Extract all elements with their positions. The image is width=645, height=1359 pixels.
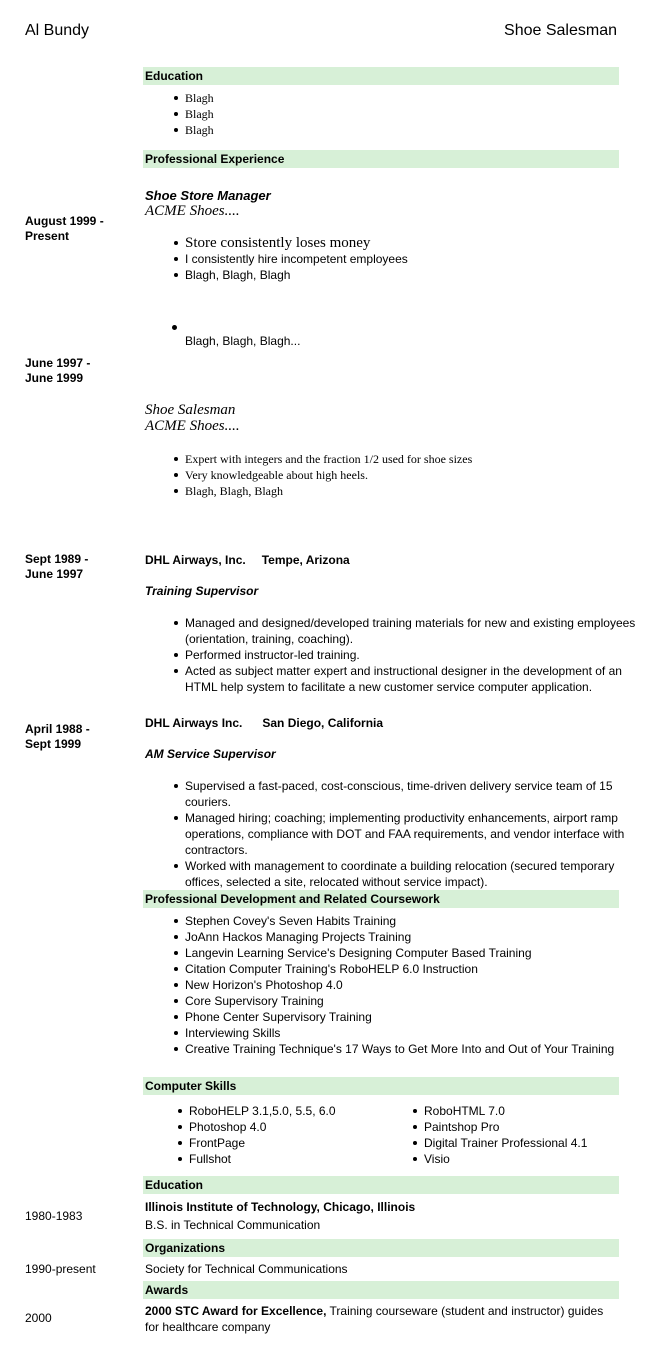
list-item: Blagh [144, 106, 619, 122]
list-item: I consistently hire incompetent employees [144, 251, 619, 267]
list-item: New Horizon's Photoshop 4.0 [144, 977, 619, 993]
skills-list-right [383, 1103, 619, 1167]
job-title-salesman: Shoe Salesman [145, 402, 236, 418]
list-item: Store consistently loses money [144, 235, 619, 251]
list-item: Expert with integers and the fraction 1/2 used for shoe sizes [144, 451, 619, 467]
list-item: Stephen Covey's Seven Habits Training [144, 913, 619, 929]
organizations-name: Society for Technical Communications [145, 1262, 348, 1276]
job-company-salesman: ACME Shoes.... [145, 418, 240, 434]
list-item: Visio [383, 1151, 619, 1167]
list-item: Citation Computer Training's RoboHELP 6.0 Instruction [144, 961, 619, 977]
coursework-list [144, 913, 619, 1057]
education-dates: 1980-1983 [25, 1209, 83, 1223]
job-title-dhl-tempe: Training Supervisor [145, 584, 259, 598]
list-item: Photoshop 4.0 [148, 1119, 378, 1135]
job-company-dhl-tempe: DHL Airways, Inc. Tempe, Arizona [145, 553, 350, 567]
education-school: Illinois Institute of Technology, Chicago, Illinois [145, 1200, 416, 1214]
job-dates-manager: August 1999 - Present [25, 214, 104, 243]
list-item: Phone Center Supervisory Training [144, 1009, 619, 1025]
list-item: RoboHELP 3.1,5.0, 5.5, 6.0 [148, 1103, 378, 1119]
education-top-list [144, 90, 619, 138]
organizations-dates: 1990-present [25, 1262, 96, 1276]
list-item: Langevin Learning Service's Designing Computer Based Training [144, 945, 619, 961]
list-item: Digital Trainer Professional 4.1 [383, 1135, 619, 1151]
list-item: Acted as subject matter expert and instructional designer in the development of an HTML help system to facilitate a new customer service computer application. [144, 663, 645, 695]
list-item: Supervised a fast-paced, cost-conscious, time-driven delivery service team of 15 couriers. [144, 778, 645, 810]
skills-list-left [148, 1103, 378, 1167]
list-item: FrontPage [148, 1135, 378, 1151]
section-development: Professional Development and Related Coursework [143, 890, 619, 908]
section-education-top: Education [143, 67, 619, 85]
list-item: Managed hiring; coaching; implementing productivity enhancements, airport ramp operations, compliance with DOT and FAA requirements, and vendor interface with contractors. [144, 810, 645, 858]
job-bullets-dhl-sd [144, 778, 625, 890]
resume-name: Al Bundy [25, 22, 90, 39]
list-item: Performed instructor-led training. [144, 647, 645, 663]
job-dates-salesman: June 1997 - June 1999 [25, 356, 91, 385]
job-extra-manager: Blagh, Blagh, Blagh... [185, 334, 301, 348]
job-bullets-manager [144, 235, 619, 283]
education-degree: B.S. in Technical Communication [145, 1218, 321, 1232]
list-item: Blagh [144, 122, 619, 138]
list-item: Managed and designed/developed training materials for new and existing employees (orientation, training, coaching). [144, 615, 645, 647]
awards-dates: 2000 [25, 1311, 52, 1325]
list-item: Blagh [144, 90, 619, 106]
list-item: Blagh, Blagh, Blagh [144, 267, 619, 283]
job-dates-dhl-sd: April 1988 - Sept 1999 [25, 722, 90, 751]
list-item: Worked with management to coordinate a building relocation (secured temporary offices, selected a site, relocated without service impact). [144, 858, 645, 890]
list-item: Creative Training Technique's 17 Ways to Get More Into and Out of Your Training [144, 1041, 645, 1057]
section-organizations: Organizations [143, 1239, 619, 1257]
list-item: Very knowledgeable about high heels. [144, 467, 619, 483]
list-item: JoAnn Hackos Managing Projects Training [144, 929, 619, 945]
job-dates-dhl-tempe: Sept 1989 - June 1997 [25, 552, 89, 581]
list-item: Blagh, Blagh, Blagh [144, 483, 619, 499]
awards-text: 2000 STC Award for Excellence, Training courseware (student and instructor) guides for healthcare company [145, 1304, 604, 1334]
job-title-dhl-sd: AM Service Supervisor [145, 747, 276, 761]
list-item: Paintshop Pro [383, 1119, 619, 1135]
job-title-manager: Shoe Store Manager [145, 188, 271, 203]
bullet-icon [172, 325, 177, 330]
job-bullets-salesman [144, 451, 619, 499]
section-skills: Computer Skills [143, 1077, 619, 1095]
list-item: Core Supervisory Training [144, 993, 619, 1009]
job-company-manager: ACME Shoes.... [145, 203, 240, 219]
resume-role: Shoe Salesman [504, 22, 617, 39]
list-item: Fullshot [148, 1151, 378, 1167]
job-company-dhl-sd: DHL Airways Inc. San Diego, California [145, 716, 384, 730]
section-awards: Awards [143, 1281, 619, 1299]
job-bullets-dhl-tempe [144, 615, 636, 695]
section-education-bottom: Education [143, 1176, 619, 1194]
section-experience: Professional Experience [143, 150, 619, 168]
list-item: Interviewing Skills [144, 1025, 619, 1041]
list-item: RoboHTML 7.0 [383, 1103, 619, 1119]
